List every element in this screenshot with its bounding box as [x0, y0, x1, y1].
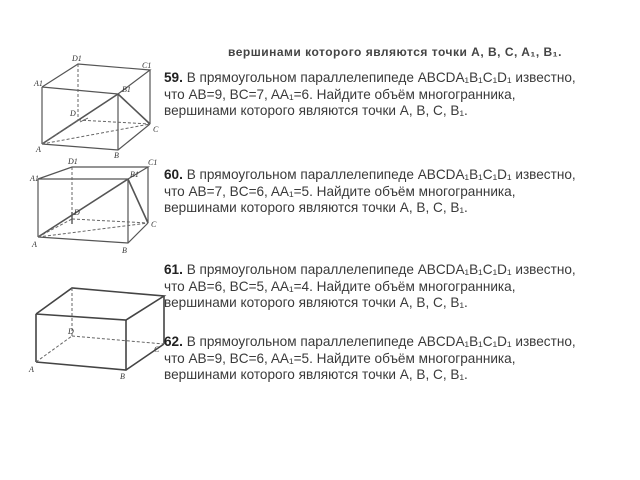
vertex-label-c: C [153, 125, 159, 134]
problem-number: 61. [164, 262, 183, 277]
problem-60 [164, 167, 584, 217]
vertex-label-b1: B1 [122, 85, 131, 94]
problem-text: В прямоугольном параллелепипеде ABCDA₁B₁C₁D₁ известно, что AB=7, BC=6, AA₁=5. Найдите объём многогранника, вершинами которого являются точки A, B, C, B₁. [164, 167, 576, 215]
vertex-label-c: C [154, 345, 160, 354]
problem-61 [164, 262, 584, 312]
vertex-label-b: B [122, 246, 127, 255]
vertex-label-c: C [151, 220, 157, 229]
vertex-label-c1: C1 [148, 158, 158, 167]
vertex-label-b1: B1 [130, 170, 139, 179]
vertex-label-d: D [68, 327, 74, 336]
problem-text: В прямоугольном параллелепипеде ABCDA₁B₁C₁D₁ известно, что AB=6, BC=5, AA₁=4. Найдите объём многогранника, вершинами которого являются точки A, B, C, B₁. [164, 262, 576, 310]
vertex-label-a1: A1 [34, 79, 43, 88]
vertex-label-d: D [74, 208, 80, 217]
problem-text: В прямоугольном параллелепипеде ABCDA₁B₁C₁D₁ известно, что AB=9, BC=6, AA₁=5. Найдите объём многогранника, вершинами которого являются точки A, B, C, B₁. [164, 334, 576, 382]
vertex-label-a: A [32, 240, 37, 249]
vertex-label-c1: C1 [142, 61, 152, 70]
vertex-label-a1: A1 [30, 174, 39, 183]
parallelepiped-60-diagram [30, 157, 160, 262]
cut-off-header: вершинами которого являются точки A, B, C, A₁, B₁. [228, 45, 562, 59]
parallelepiped-61-diagram [28, 280, 158, 380]
vertex-label-b: B [114, 151, 119, 160]
figure-61-62 [28, 280, 158, 380]
problem-number: 62. [164, 334, 183, 349]
vertex-label-b: B [120, 372, 125, 381]
problem-number: 60. [164, 167, 183, 182]
vertex-label-d1: D1 [68, 157, 78, 166]
figure-60 [30, 157, 160, 262]
figure-59 [30, 52, 160, 160]
problem-62 [164, 334, 584, 384]
vertex-label-a: A [36, 145, 41, 154]
problem-number: 59. [164, 70, 183, 85]
vertex-label-d1: D1 [72, 54, 82, 63]
problem-text: В прямоугольном параллелепипеде ABCDA₁B₁C₁D₁ известно, что AB=9, BC=7, AA₁=6. Найдите объём многогранника, вершинами которого являются точки A, B, C, B₁. [164, 70, 576, 118]
problem-59 [164, 70, 584, 120]
vertex-label-a: A [29, 365, 34, 374]
parallelepiped-59-diagram [30, 52, 160, 160]
vertex-label-d: D [70, 109, 76, 118]
